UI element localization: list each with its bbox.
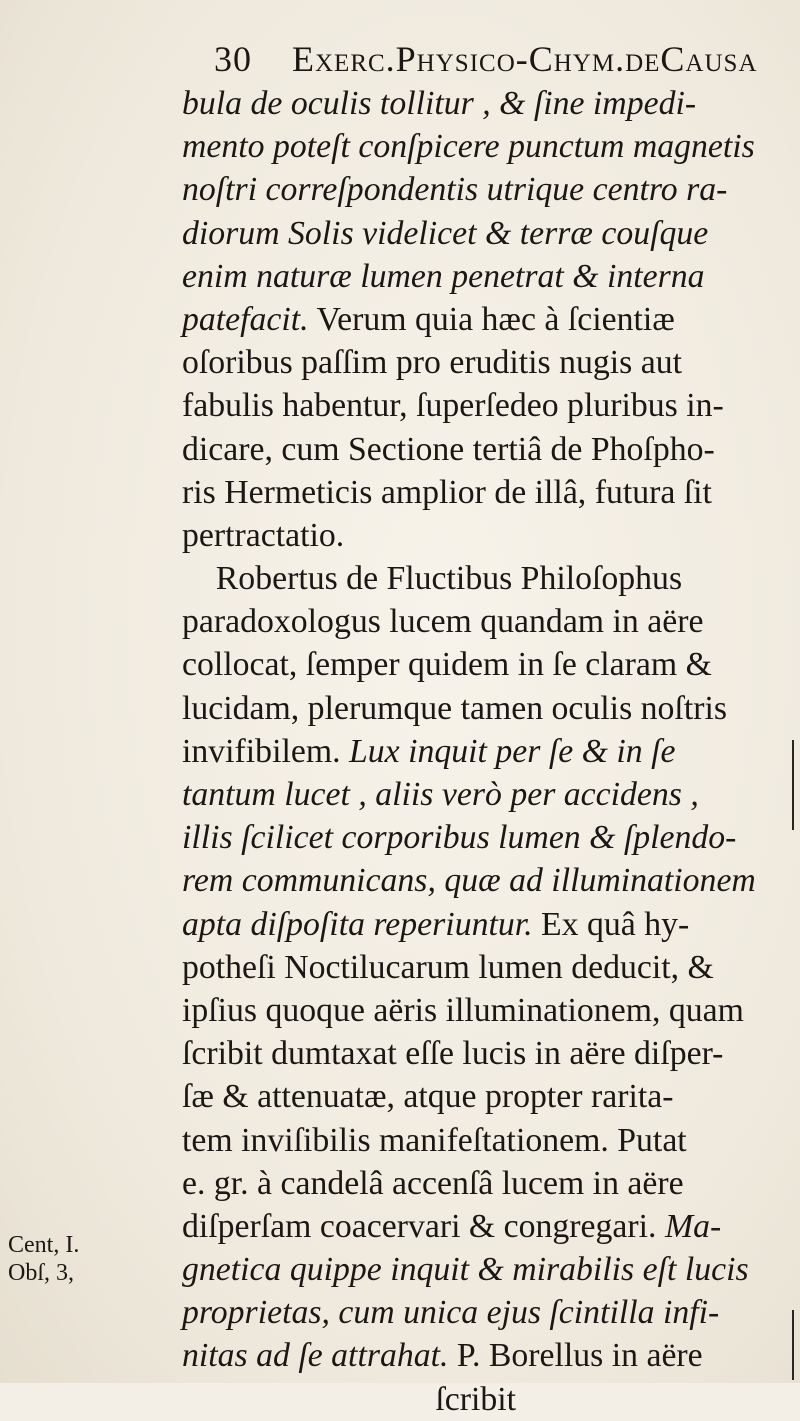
text-line: [182, 730, 782, 773]
text-segment: e. gr. à candelâ accenſâ lucem in aëre: [182, 1164, 684, 1202]
text-segment: invifibilem.: [182, 732, 349, 770]
text-segment: dicare, cum Sectione tertiâ de Phoſpho-: [182, 430, 715, 468]
text-segment: paradoxologus lucem quandam in aëre: [182, 603, 704, 641]
page-edge-mark: [792, 1310, 794, 1380]
page-edge-mark: [792, 740, 794, 830]
text-line: [182, 1291, 782, 1334]
text-line: [182, 1162, 782, 1205]
text-segment: gnetica quippe inquit & mirabilis eſt lucis: [182, 1251, 749, 1289]
text-line: [182, 1248, 782, 1291]
running-title: Exerc.Physico-Chym.deCausa: [292, 39, 758, 79]
text-line: [182, 298, 782, 341]
text-line: [182, 471, 782, 514]
text-segment: Verum quia hæc à ſcientiæ: [308, 300, 675, 338]
text-line: [182, 341, 782, 384]
text-line: [182, 1119, 782, 1162]
text-line: [182, 1334, 782, 1377]
text-segment: Robertus de Fluctibus Philoſophus: [182, 560, 683, 598]
body-text: [182, 82, 786, 1421]
text-line: [182, 1205, 782, 1248]
text-segment: collocat, ſemper quidem in ſe claram &: [182, 646, 712, 684]
text-line: [182, 1075, 782, 1118]
text-line: [182, 989, 782, 1032]
text-segment: ris Hermeticis amplior de illâ, futura ſit: [182, 473, 712, 511]
text-segment: fabulis habentur, ſuperſedeo pluribus in-: [182, 387, 724, 425]
text-segment: noſtri correſpondentis utrique centro ra-: [182, 171, 728, 209]
text-segment: rem communicans, quæ ad illuminationem: [182, 862, 756, 900]
text-segment: nitas ad ſe attrahat.: [182, 1337, 449, 1375]
text-segment: proprietas, cum unica ejus ſcintilla infi-: [182, 1294, 720, 1332]
margin-note-century: Cent, I.: [8, 1232, 80, 1258]
text-segment: enim naturæ lumen penetrat & interna: [182, 257, 705, 295]
text-segment: tem inviſibilis manifeſtationem. Putat: [182, 1121, 687, 1159]
text-line: [182, 384, 782, 427]
margin-note-observation: Obſ, 3,: [8, 1260, 74, 1286]
text-line: [182, 514, 782, 557]
text-segment: oſoribus paſſim pro eruditis nugis aut: [182, 344, 683, 382]
text-segment: bula de oculis tollitur , & ſine impedi-: [182, 85, 697, 122]
text-line: [182, 773, 782, 816]
text-line: [182, 903, 782, 946]
text-line: [182, 816, 782, 859]
text-segment: diorum Solis videlicet & terræ couſque: [182, 214, 709, 252]
text-segment: potheſi Noctilucarum lumen deducit, &: [182, 948, 714, 986]
text-segment: ſæ & attenuatæ, atque propter rarita-: [182, 1078, 674, 1116]
text-line: [182, 946, 782, 989]
text-segment: Lux inquit per ſe & in ſe: [348, 732, 676, 770]
page-header: [214, 38, 758, 80]
page-number: 30: [214, 39, 252, 79]
text-segment: apta diſpoſita reperiuntur.: [182, 905, 533, 943]
text-segment: tantum lucet , aliis verò per accidens ,: [182, 776, 699, 813]
text-segment: Ex quâ hy-: [532, 905, 690, 943]
text-line: [182, 255, 782, 298]
text-segment: P. Borellus in aëre: [448, 1337, 703, 1375]
text-line: [182, 428, 782, 471]
text-line: [182, 643, 782, 686]
text-segment: mento poteſt conſpicere punctum magnetis: [182, 128, 755, 166]
text-segment: lucidam, plerumque tamen oculis noſtris: [182, 689, 727, 727]
text-segment: patefacit.: [182, 300, 309, 338]
text-line: [182, 1378, 782, 1421]
text-segment: Ma-: [664, 1207, 722, 1245]
text-segment: ſcribit: [182, 1380, 516, 1418]
text-segment: ipſius quoque aëris illuminationem, quam: [182, 991, 744, 1029]
text-line: [182, 1032, 782, 1075]
text-line: [182, 859, 782, 902]
text-line: [182, 168, 782, 211]
text-line: [182, 82, 782, 125]
text-line: [182, 212, 782, 255]
text-segment: pertractatio.: [182, 516, 345, 554]
text-segment: ſcribit dumtaxat eſſe lucis in aëre diſper-: [182, 1035, 724, 1073]
text-line: [182, 687, 782, 730]
text-segment: illis ſcilicet corporibus lumen & ſplendo-: [182, 819, 737, 857]
text-line: [182, 125, 782, 168]
text-line: [182, 557, 782, 600]
text-line: [182, 600, 782, 643]
text-segment: diſperſam coacervari & congregari.: [182, 1207, 665, 1245]
